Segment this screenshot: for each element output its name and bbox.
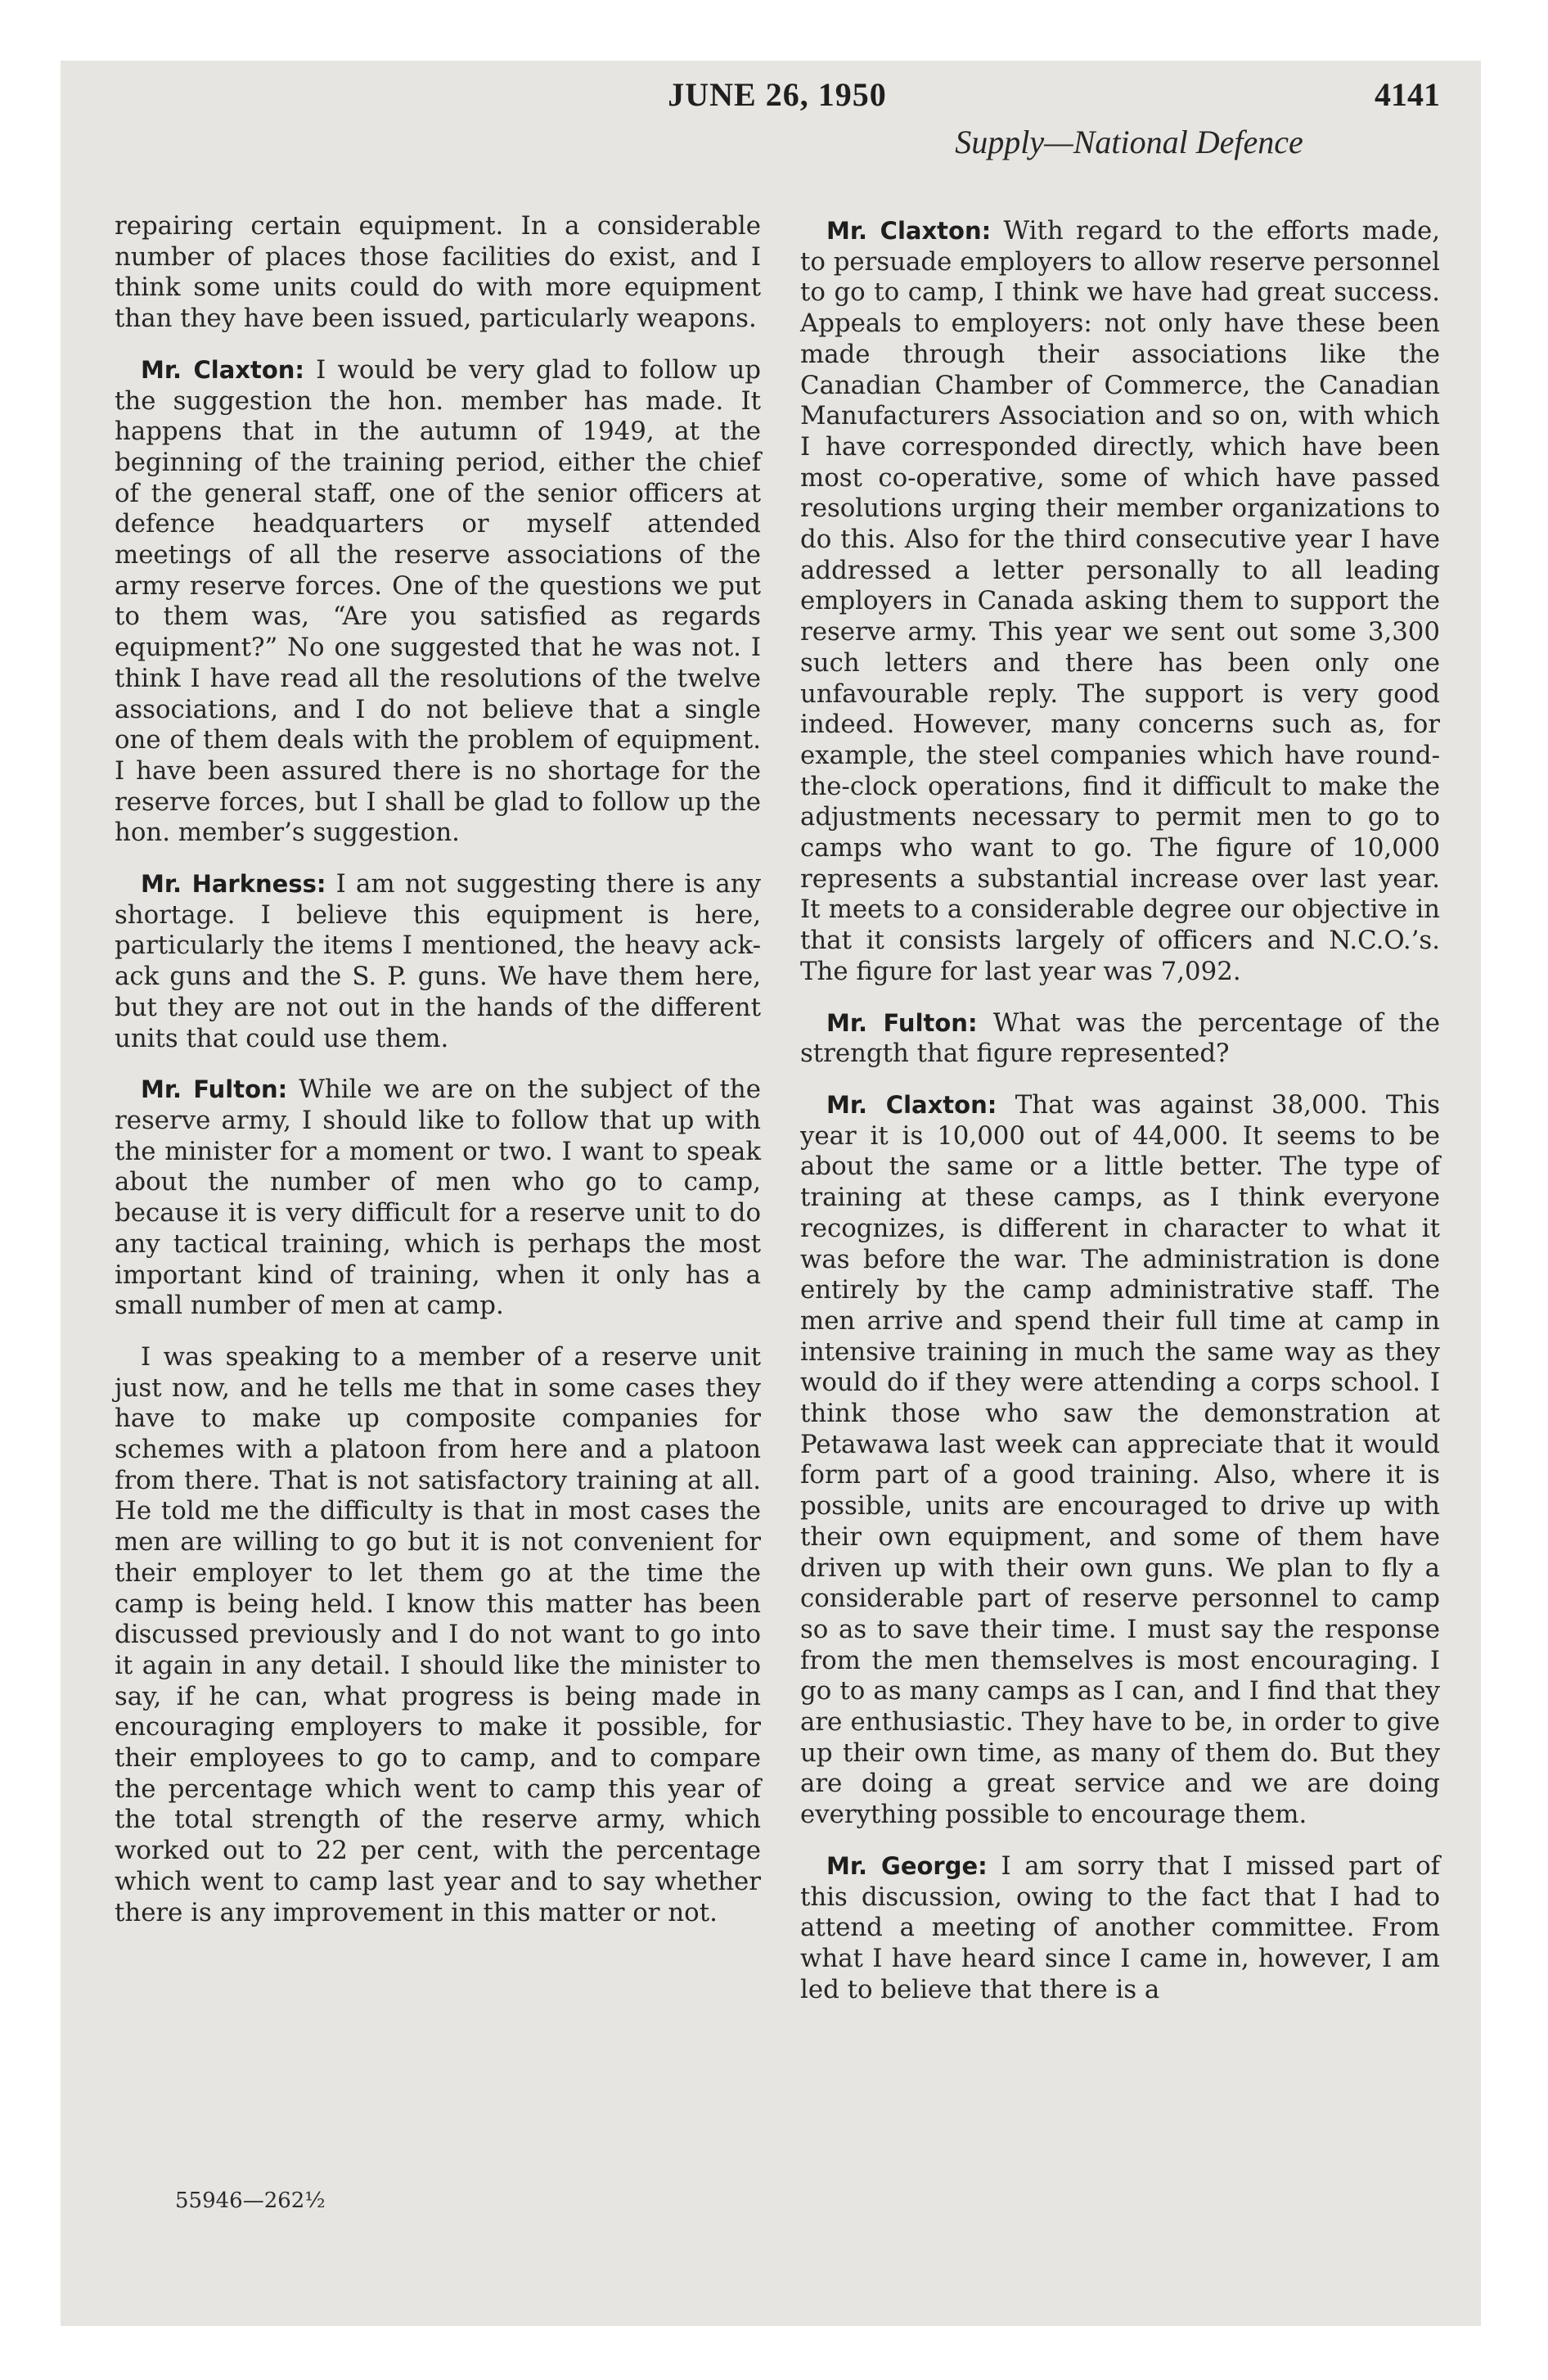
speaker-name: Mr. Claxton:	[141, 355, 305, 384]
paragraph	[115, 869, 761, 1054]
paragraph-text: repairing certain equipment. In a considerable number of places those facilities do exist, and I think some units could do with more equipment than they have been issued, particularly weapons.	[115, 211, 761, 334]
speaker-name: Mr. Fulton:	[826, 1008, 978, 1037]
right-column	[800, 216, 1440, 2005]
paragraph-text: I am sorry that I missed part of this discussion, owing to the fact that I had to attend a meeting of another committee. From what I have heard since I came in, however, I am led to believe that there is a	[800, 1850, 1441, 2004]
paragraph-text: While we are on the subject of the reserve army, I should like to follow that up with the minister for a moment or two. I want to speak about the number of men who go to camp, because it is very difficult for a reserve unit to do any tactical training, which is perhaps the most important kind of training, when it only has a small number of men at camp.	[115, 1075, 761, 1321]
paragraph-text: I am not suggesting there is any shortage. I believe this equipment is here, particularly the items I mentioned, the heavy ack-ack guns and the S. P. guns. We have them here, but they are not out in the hands of the different units that could use them.	[115, 869, 761, 1053]
speaker-name: Mr. Harkness:	[141, 870, 326, 899]
paragraph-text: I was speaking to a member of a reserve unit just now, and he tells me that in some cases they have to make up composite companies for schemes with a platoon from here and a platoon from there. That is not satisfactory training at all. He told me the difficulty is that in most cases the men are willing to go but it is not convenient for their employer to let them go at the time the camp is being held. I know this matter has been discussed previously and I do not want to go into it again in any detail. I should like the minister to say, if he can, what progress is being made in encouraging employers to make it possible, for their employees to go to camp, and to compare the percentage which went to camp this year of the total strength of the reserve army, which worked out to 22 per cent, with the percentage which went to camp last year and to say whether there is any improvement in this matter or not.	[115, 1341, 761, 1927]
speaker-name: Mr. George:	[826, 1851, 988, 1880]
paragraph-text: That was against 38,000. This year it is 10,000 out of 44,000. It seems to be about the same or a little better. The type of training at these camps, as I think everyone recognizes, is different in character to what it was before the war. The administration is done entirely by the camp administrative staff. The men arrive and spend their full time at camp in intensive training in much the same way as they would do if they were attending a corps school. I think those who saw the demonstration at Petawawa last week can appreciate that it would form part of a good training. Also, where it is possible, units are encouraged to drive up with their own equipment, and some of them have driven up with their own guns. We plan to fly a considerable part of reserve personnel to camp so as to save their time. I must say the response from the men themselves is most encouraging. I go to as many camps as I can, and I find that they are enthusiastic. They have to be, in order to give up their own time, as many of them do. But they are doing a great service and we are doing everything possible to encourage them.	[800, 1089, 1440, 1830]
left-column	[115, 211, 761, 1928]
paragraph	[800, 1851, 1440, 2006]
printer-code: 55946—262½	[175, 2188, 326, 2213]
section-title: Supply—National Defence	[955, 124, 1303, 160]
speaker-name: Mr. Claxton:	[826, 217, 992, 245]
speaker-name: Mr. Claxton:	[826, 1090, 997, 1119]
paragraph	[800, 216, 1440, 988]
page-number: 4141	[1375, 76, 1440, 113]
paragraph	[115, 1075, 761, 1322]
paragraph	[115, 211, 761, 335]
paragraph	[800, 1090, 1440, 1831]
paragraph	[115, 1342, 761, 1928]
paragraph	[115, 355, 761, 849]
paragraph-text: I would be very glad to follow up the suggestion the hon. member has made. It happens that in the autumn of 1949, at the beginning of the training period, either the chief of the general staff, one of the senior officers at defence headquarters or myself attended meetings of all the reserve associations of the army reserve forces. One of the questions we put to them was, “Are you satisfied as regards equipment?” No one suggested that he was not. I think I have read all the resolutions of the twelve associations, and I do not believe that a single one of them deals with the problem of equipment. I have been assured there is no shortage for the reserve forces, but I shall be glad to follow up the hon. member’s suggestion.	[115, 354, 761, 848]
paragraph-text: With regard to the efforts made, to persuade employers to allow reserve personnel to go to camp, I think we have had great success. Appeals to employers: not only have these been made through their associations like the Canadian Chamber of Commerce, the Canadian Manufacturers Association and so on, with which I have corresponded directly, which have been most co-operative, some of which have passed resolutions urging their member organizations to do this. Also for the third consecutive year I have addressed a letter personally to all leading employers in Canada asking them to support the reserve army. This year we sent out some 3,300 such letters and there has been only one unfavourable reply. The support is very good indeed. However, many concerns such as, for example, the steel companies which have round-the-clock operations, find it difficult to make the adjustments necessary to permit men to go to camps who want to go. The figure of 10,000 represents a substantial increase over last year. It meets to a considerable degree our objective in that it consists largely of officers and N.C.O.’s. The figure for last year was 7,092.	[800, 216, 1440, 986]
paragraph	[800, 1008, 1440, 1070]
speaker-name: Mr. Fulton:	[141, 1075, 288, 1104]
paragraph-text: What was the percentage of the strength that figure represented?	[800, 1007, 1440, 1069]
page-header-date: JUNE 26, 1950	[668, 76, 887, 113]
